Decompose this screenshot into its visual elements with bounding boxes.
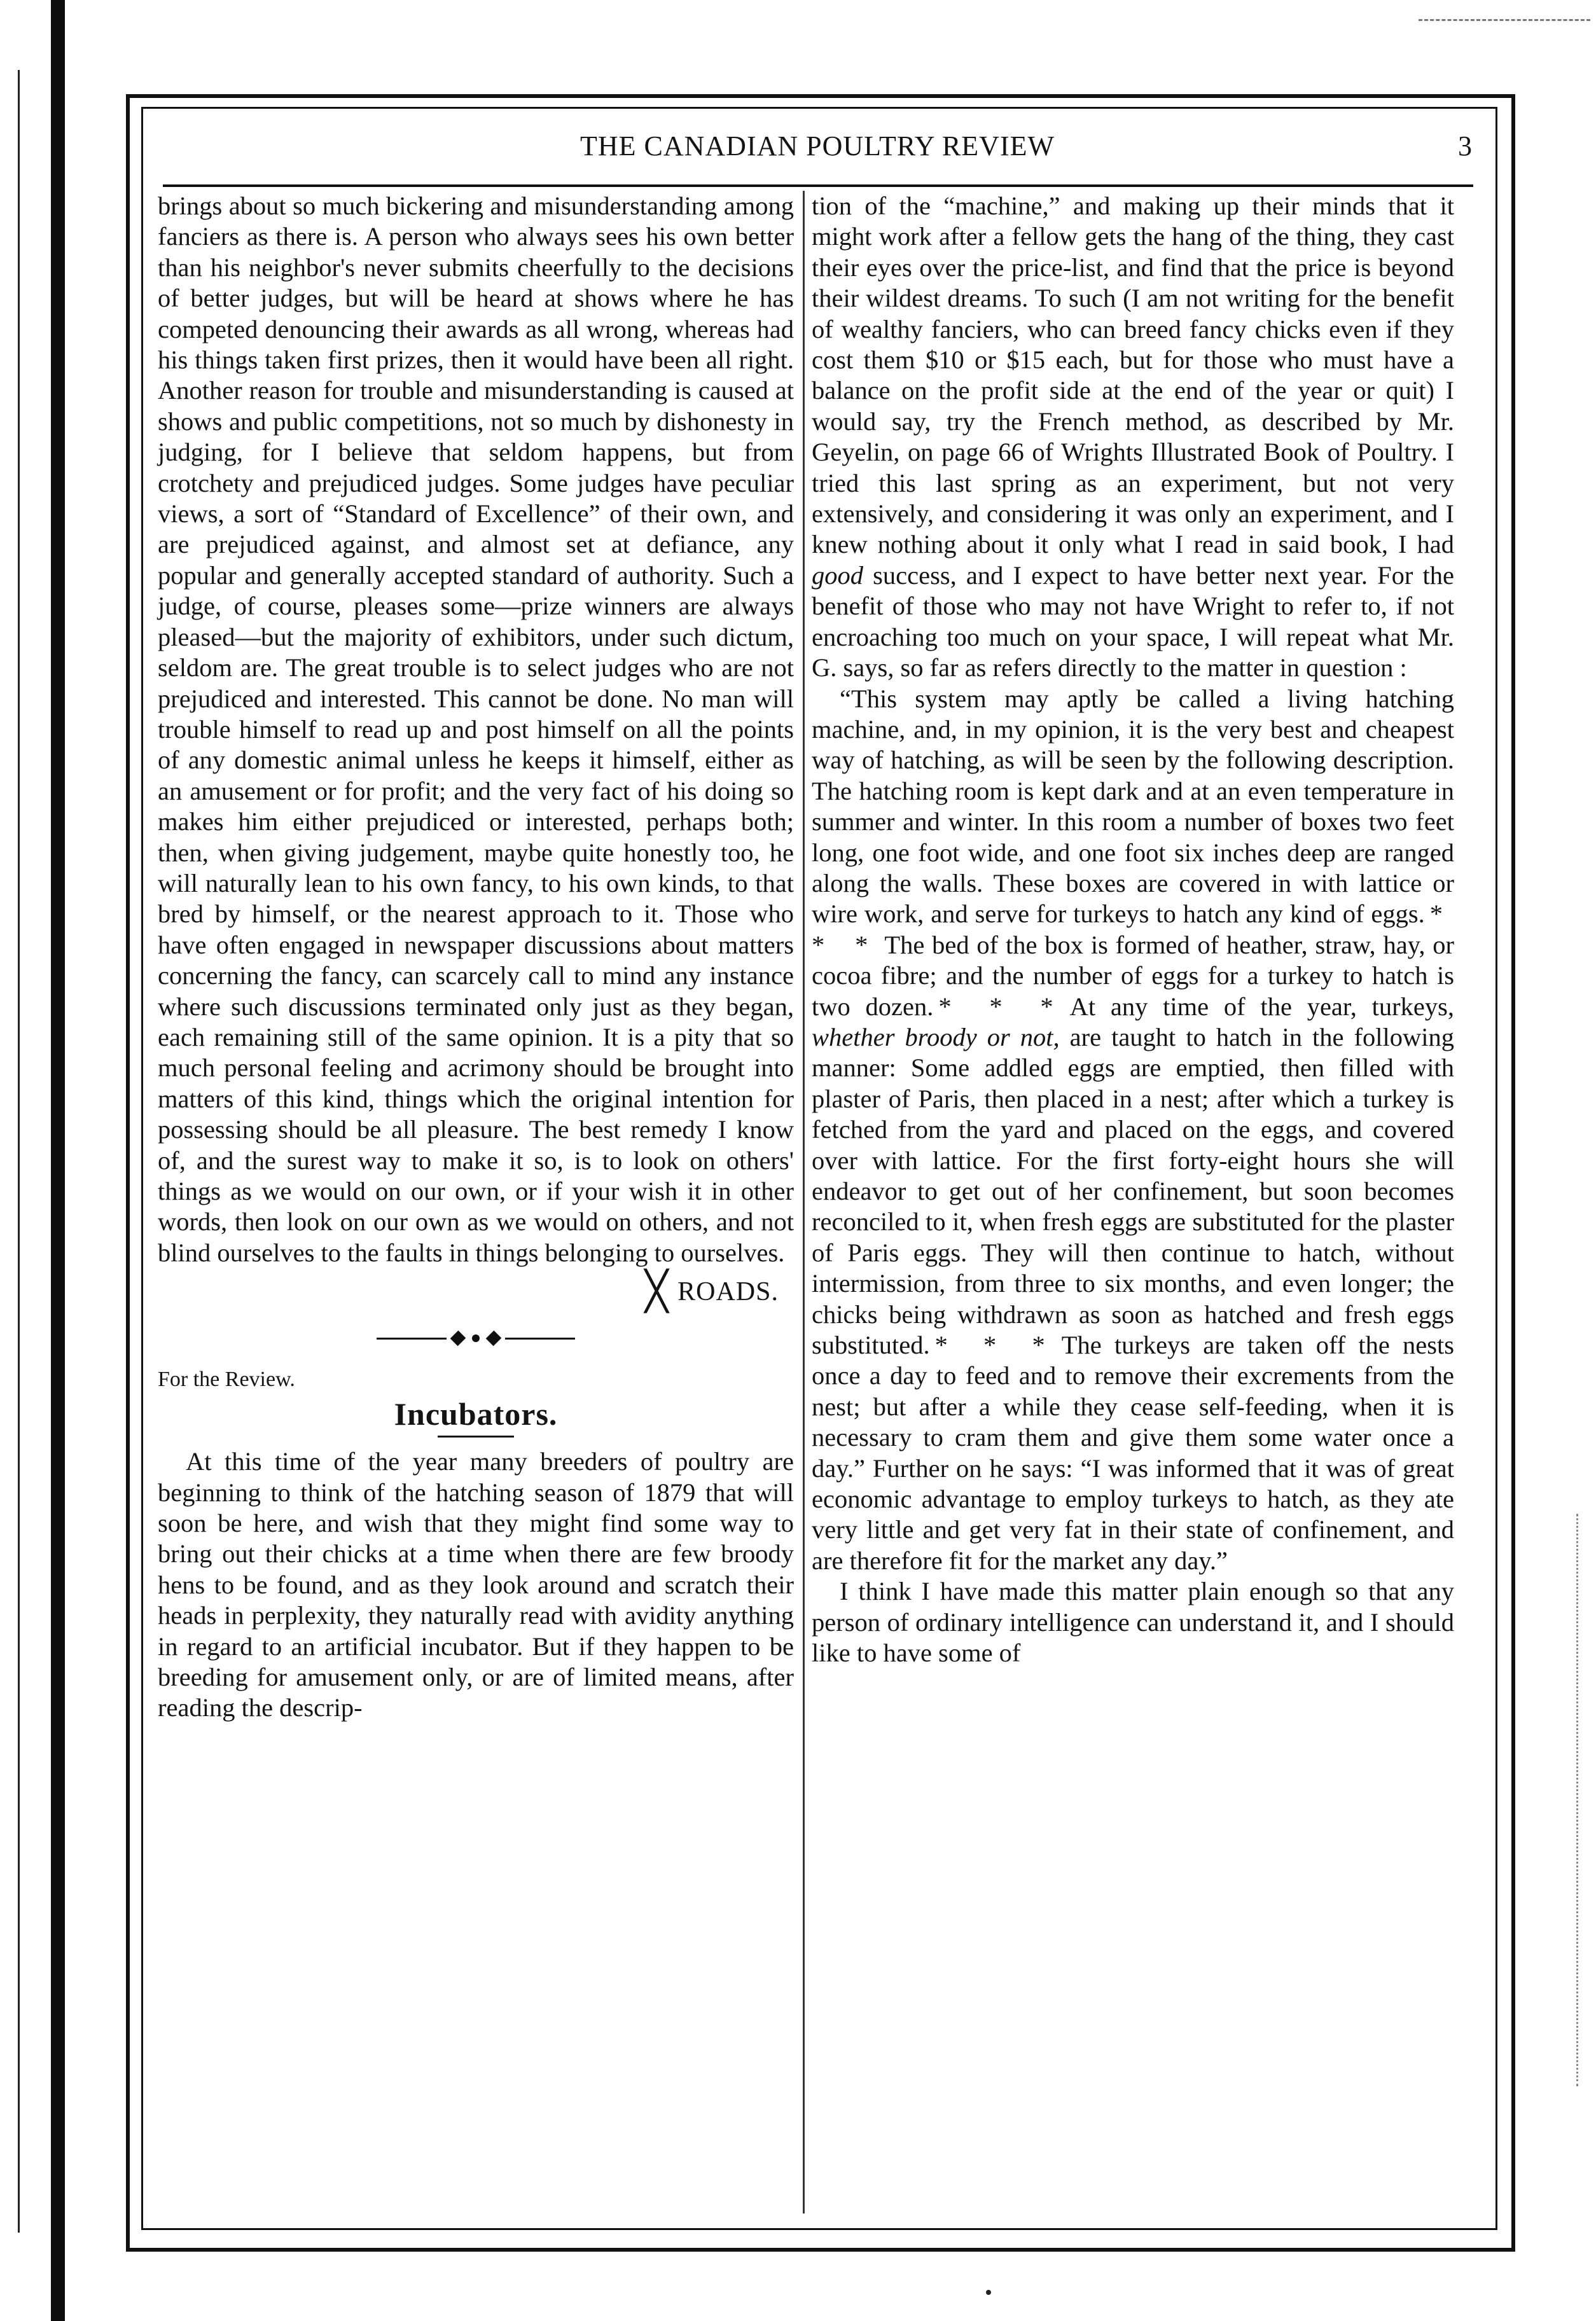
ornament-diamond — [486, 1331, 502, 1347]
ellipsis-stars: * * * — [812, 899, 1454, 959]
ellipsis-stars: * * * — [938, 992, 1065, 1021]
ornament-diamond — [450, 1331, 466, 1347]
text-run: tion of the “machine,” and making up their minds that it might work after a fellow gets the hang of the thing, they cast their eyes over the price-list, and find that the price is beyond their wildest dreams. To such (I am not writing for the benefit of wealthy fanciers, who can breed fancy chicks even if they cost them $10 or $15 each, but for those who must have a balance on the profit side at the end of the year or quit) I would say, try the French method, as described by Mr. Geyelin, on page 66 of Wrights Illustrated Book of Poultry. I tried this last spring as an experiment, but not very extensively, and considering it was only an experiment, and I knew nothing about it only what I read in said book, I had — [812, 191, 1454, 559]
left-column — [158, 191, 794, 1724]
signature-name: ROADS. — [677, 1277, 779, 1307]
page-number: 3 — [1458, 130, 1472, 162]
section-ornament — [158, 1316, 794, 1361]
paragraph-quotation — [812, 684, 1454, 1577]
text-run: The bed of the box is formed of heather, straw, hay, or cocoa fibre; and the number of eggs for a turkey to hatch is two dozen. — [812, 930, 1455, 1021]
text-run: success, and I expect to have better next year. For the benefit of those who may not have Wright to refer to, if not encroaching too much on your space, I will repeat what Mr. G. says, so far as refers directly to the matter in question : — [812, 560, 1455, 682]
emphasis-broody: whether broody or not, — [812, 1022, 1060, 1051]
article-paragraph: At this time of the year many breeders of poultry are beginning to think of the hatching season of 1879 that will soon be here, and wish that they might find some way to bring out their chicks at a time when there are few broody hens to be found, and as they look around and scratch their heads in perplexity, they naturally read with avidity anything in regard to an artificial incubator. But if they happen to be breeding for amusement only, or are of limited means, after reading the descrip- — [158, 1447, 794, 1722]
column-divider — [803, 191, 805, 2214]
text-run: The turkeys are taken off the nests once a day to feed and to remove their excrements from the nest; but after a while they cease self-feeding, when it is necessary to cram them and give them some water once a day.” Further on he says: “I was informed that it was of great economic advantage to employ turkeys to hatch, as they ate very little and get very fat in their state of confinement, and are therefore fit for the market any day.” — [812, 1331, 1454, 1575]
ellipsis-stars: * * * — [934, 1331, 1057, 1360]
cross-mark: ╳ — [645, 1269, 669, 1314]
byline: For the Review. — [158, 1368, 295, 1392]
paragraph-price-list — [812, 191, 1454, 684]
ornament-line-right — [505, 1338, 575, 1340]
article-title: Incubators. — [394, 1396, 558, 1432]
print-speck — [986, 2290, 991, 2295]
page-header — [159, 125, 1476, 169]
header-rule — [163, 184, 1473, 187]
text-run: are taught to hatch in the following manner: Some addled eggs are emptied, then filled with plaster of Paris, then placed in a nest; after which a turkey is fetched from the yard and placed on the eggs, and covered over with lattice. For the first forty-eight hours she will endeavor to get out of her confinement, but soon becomes reconciled to it, when fresh eggs are substituted for the plaster of Paris eggs. They will then continue to hatch, without intermission, from three to six months, and even longer; the chicks being withdrawn as soon as hatched and fresh eggs substituted. — [812, 1022, 1455, 1360]
title-rule — [438, 1436, 514, 1438]
text-run: At any time of the year, turkeys, — [1069, 992, 1455, 1021]
binding-edge-line — [18, 70, 20, 2233]
paragraph-closing: I think I have made this matter plain enough so that any person of ordinary intelligence can understand it, and I should like to have some of — [812, 1577, 1454, 1668]
ornament-line-left — [377, 1338, 447, 1340]
ornament-dot — [472, 1334, 480, 1342]
running-title: THE CANADIAN POULTRY REVIEW — [579, 130, 1055, 162]
text-run: “This system may aptly be called a living hatching machine, and, in my opinion, it is the very best and cheapest way of hatching, as will be seen by the following description. The hatching room is kept dark and at an even temperature in summer and winter. In this room a number of boxes two feet long, one foot wide, and one foot six inches deep are ranged along the walls. These boxes are covered in with lattice or wire work, and serve for turkeys to hatch any kind of eggs. — [812, 684, 1454, 929]
continued-paragraph: brings about so much bickering and misunderstanding among fanciers as there is. A person who always sees his own better than his neighbor's never submits cheerfully to the decisions of better judges, but will be heard at shows where he has competed denouncing their awards as all wrong, whereas had his things taken first prizes, then it would have been all right. Another reason for trouble and misunderstanding is caused at shows and public competitions, not so much by dishonesty in judging, for I believe that seldom happens, but from crotchety and prejudiced judges. Some judges have peculiar views, a sort of “Standard of Excellence” of their own, and are prejudiced against, and almost set at defiance, any popular and generally accepted standard of authority. Such a judge, of course, pleases some—prize winners are always pleased—but the majority of exhibitors, under such dictum, seldom are. The great trouble is to select judges who are not prejudiced and interested. This cannot be done. No man will trouble himself to read up and post himself on all the points of any domestic animal unless he keeps it himself, either as an amusement or for profit; and the very fact of his doing so makes him either prejudiced or interested, perhaps both; then, when giving judgement, maybe quite honestly too, he will naturally lean to his own fancy, to his own kinds, to that bred by himself, or the nearest approach to it. Those who have often engaged in newspaper discussions about matters concerning the fancy, can scarcely call to mind any instance where such discussions terminated only just as they began, each remaining still of the same opinion. It is a pity that so much personal feeling and acrimony should be brought into matters of this kind, things which the original intention for possessing should be all pleasure. The best remedy I know of, and the surest way to make it so, is to look on others' things as we would on our own, or if your wish it in other words, then look on our own as we would on others, and not blind ourselves to the faults in things belonging to ourselves. — [158, 191, 794, 1267]
signature — [158, 1269, 779, 1314]
right-column — [812, 191, 1454, 1669]
margin-specks — [1576, 1514, 1583, 2086]
top-margin-rule — [1419, 19, 1590, 21]
emphasis-good: good — [812, 560, 863, 590]
binding-edge — [51, 0, 65, 2321]
